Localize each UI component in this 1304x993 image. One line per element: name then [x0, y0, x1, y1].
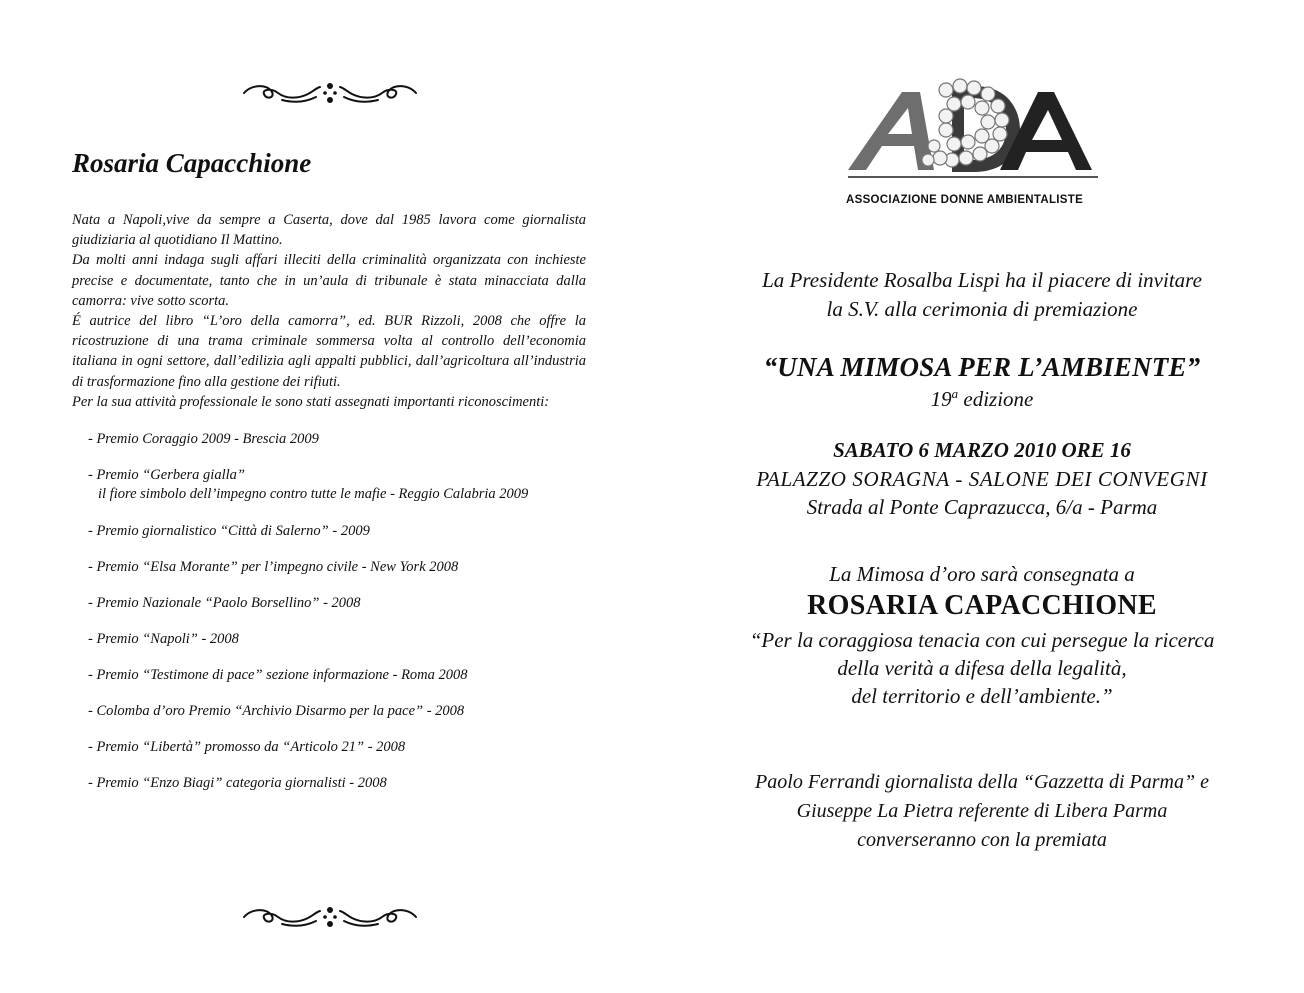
bio-paragraph: Per la sua attività professionale le sono stati assegnati importanti riconoscimenti: — [72, 393, 550, 410]
invitation-line: la S.V. alla cerimonia di premiazione — [826, 297, 1138, 321]
award-subtitle: il fiore simbolo dell’impegno contro tutte le mafie - Reggio Calabria 2009 — [98, 486, 529, 502]
flourish-ornament-icon — [242, 80, 418, 106]
event-date: SABATO 6 MARZO 2010 ORE 16 — [833, 438, 1131, 462]
venue-address: Strada al Ponte Caprazucca, 6/a - Parma — [806, 495, 1158, 519]
award-item: - Premio “Libertà” promosso da “Articolo 21” - 2008 — [88, 739, 406, 755]
logo-caption: ASSOCIAZIONE DONNE AMBIENTALISTE — [846, 194, 1084, 206]
bio-paragraph: Da molti anni indaga sugli affari illeciti della criminalità organizzata con inchieste precise e documentate, tanto che in un’aula di tribunale è stata minacciata dalla camorra: vive sotto scorta. — [72, 252, 586, 309]
award-item: - Premio Coraggio 2009 - Brescia 2009 — [88, 431, 319, 447]
motivation-line: della verità a difesa della legalità, — [837, 656, 1127, 680]
event-venue — [652, 465, 1304, 521]
winner-name: ROSARIA CAPACCHIONE — [807, 590, 1157, 621]
invitation-text — [652, 266, 1304, 324]
award-motivation — [652, 626, 1304, 710]
biography — [72, 210, 586, 412]
award-item: - Premio “Elsa Morante” per l’impegno civile - New York 2008 — [88, 559, 459, 575]
speaker-line: Paolo Ferrandi giornalista della “Gazzetta di Parma” e — [755, 771, 1209, 793]
award-title: - Premio “Gerbera gialla” — [88, 467, 245, 483]
award-item: - Colomba d’oro Premio “Archivio Disarmo per la pace” - 2008 — [88, 703, 465, 719]
edition-number: 19 — [930, 387, 952, 411]
event-title: “UNA MIMOSA PER L’AMBIENTE” — [763, 352, 1201, 382]
award-item: - Premio “Enzo Biagi” categoria giornalisti - 2008 — [88, 775, 387, 791]
award-item: - Premio “Napoli” - 2008 — [88, 631, 239, 647]
bio-paragraph: Nata a Napoli,vive da sempre a Caserta, dove dal 1985 lavora come giornalista giudiziaria al quotidiano Il Mattino. — [72, 212, 586, 249]
motivation-line: del territorio e dell’ambiente.” — [851, 684, 1113, 708]
bio-paragraph: É autrice del libro “L’oro della camorra”, ed. BUR Rizzoli, 2008 che offre la ricostruzione di una trama criminale sommersa volta al controllo dell’economia italiana in ogni settore, dall’edilizia agli appalti pubblici, dall’agricoltura all’industria di trasformazione fino alla gestione dei rifiuti. — [72, 313, 586, 390]
award-item: - Premio giornalistico “Città di Salerno” - 2009 — [88, 523, 370, 539]
award-item: - Premio Nazionale “Paolo Borsellino” - 2008 — [88, 595, 361, 611]
edition-label — [652, 386, 1304, 412]
awards-list — [88, 430, 628, 810]
speakers-text — [652, 768, 1304, 855]
venue-name: PALAZZO SORAGNA - SALONE DEI CONVEGNI — [756, 467, 1208, 491]
right-page — [652, 0, 1304, 993]
flourish-ornament-icon — [242, 904, 418, 930]
award-item: - Premio “Testimone di pace” sezione informazione - Roma 2008 — [88, 667, 468, 683]
motivation-line: “Per la coraggiosa tenacia con cui persegue la ricerca — [749, 628, 1215, 652]
award-item — [88, 466, 628, 522]
award-intro: La Mimosa d’oro sarà consegnata a — [829, 562, 1135, 586]
invitation-line: La Presidente Rosalba Lispi ha il piacere di invitare — [762, 268, 1202, 292]
edition-ordinal: a — [951, 386, 959, 401]
speaker-line: converseranno con la premiata — [857, 829, 1107, 851]
edition-word: edizione — [963, 387, 1034, 411]
speaker-line: Giuseppe La Pietra referente di Libera Parma — [796, 800, 1168, 822]
honoree-name-heading: Rosaria Capacchione — [72, 148, 312, 178]
